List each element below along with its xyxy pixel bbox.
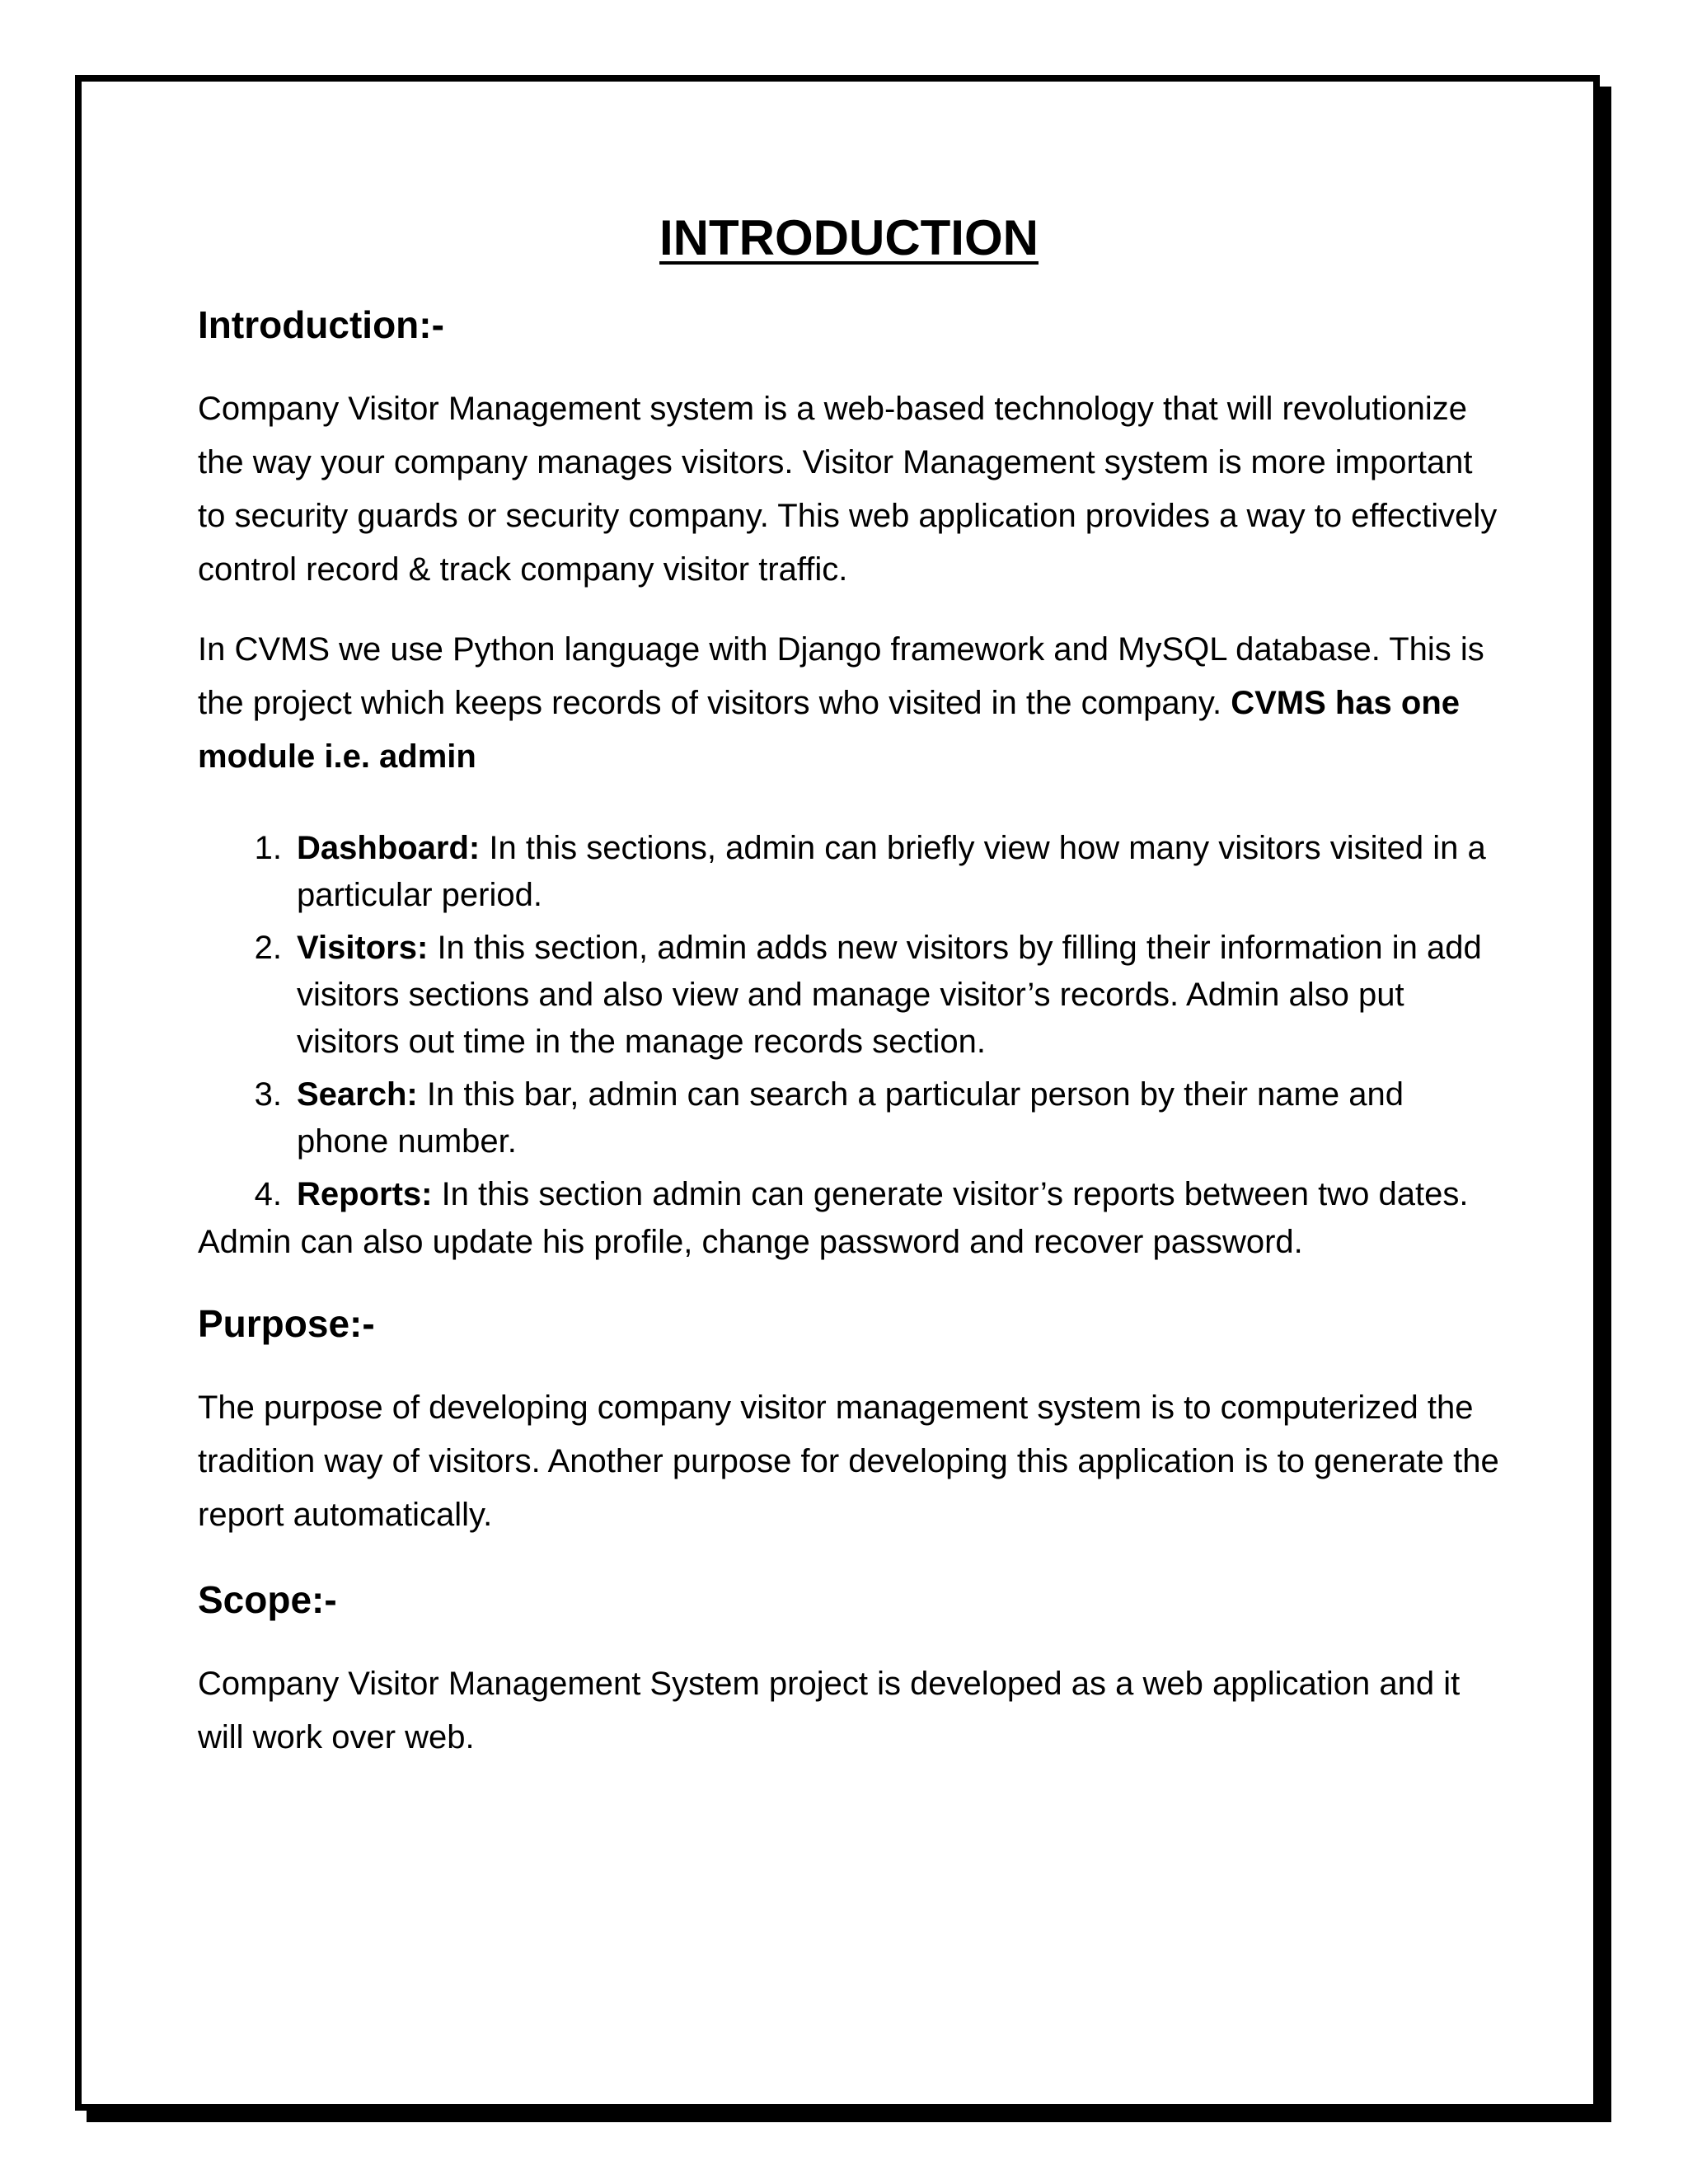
list-number: 1. bbox=[254, 830, 282, 866]
module-item-reports bbox=[198, 1171, 1500, 1218]
module-item-dashboard bbox=[198, 825, 1500, 919]
scope-paragraph: Company Visitor Management System project is developed as a web application and it will work over web. bbox=[198, 1666, 1461, 1755]
module-text: In this sections, admin can briefly view how many visitors visited in a particular period. bbox=[297, 830, 1486, 913]
module-label: Visitors: bbox=[297, 930, 429, 966]
module-label: Dashboard: bbox=[297, 830, 481, 866]
module-text: In this section admin can generate visitor’s reports between two dates. bbox=[432, 1176, 1469, 1212]
module-description bbox=[297, 1171, 1500, 1218]
list-number: 3. bbox=[254, 1076, 282, 1113]
module-label: Reports: bbox=[297, 1176, 433, 1212]
module-description bbox=[297, 825, 1500, 919]
introduction-paragraph-2-text: In CVMS we use Python language with Django framework and MySQL database. This is the project which keeps records of visitors who visited in the company. bbox=[198, 631, 1484, 721]
module-text: In this section, admin adds new visitors by filling their information in add visitors sections and also view and manage visitor’s records. Admin also put visitors out time in the manage records section. bbox=[297, 930, 1482, 1060]
module-list bbox=[198, 825, 1500, 1218]
module-description bbox=[297, 925, 1500, 1066]
list-number: 2. bbox=[254, 930, 282, 966]
list-number: 4. bbox=[254, 1176, 282, 1212]
module-text: In this bar, admin can search a particular person by their name and phone number. bbox=[297, 1076, 1404, 1160]
purpose-heading: Purpose:- bbox=[198, 1302, 375, 1345]
introduction-heading: Introduction:- bbox=[198, 303, 444, 346]
introduction-closing: Admin can also update his profile, change password and recover password. bbox=[198, 1224, 1303, 1260]
module-item-visitors bbox=[198, 925, 1500, 1066]
module-summary: CVMS has one module i.e. admin bbox=[198, 685, 1461, 775]
module-label: Search: bbox=[297, 1076, 418, 1113]
introduction-paragraph-2 bbox=[198, 623, 1500, 784]
introduction-paragraph-1: Company Visitor Management system is a web-based technology that will revolutionize the way your company manages visitors. Visitor Management system is more important to security guards or security company. This web application provides a way to effectively control record & track company visitor traffic. bbox=[198, 391, 1498, 588]
purpose-paragraph: The purpose of developing company visitor management system is to computerized the tradition way of visitors. Another purpose for developing this application is to generate the report automatically. bbox=[198, 1390, 1499, 1533]
document-body bbox=[198, 190, 1500, 1765]
page-title: INTRODUCTION bbox=[659, 210, 1039, 265]
scope-heading: Scope:- bbox=[198, 1578, 337, 1621]
module-item-search bbox=[198, 1071, 1500, 1165]
module-description bbox=[297, 1071, 1500, 1165]
